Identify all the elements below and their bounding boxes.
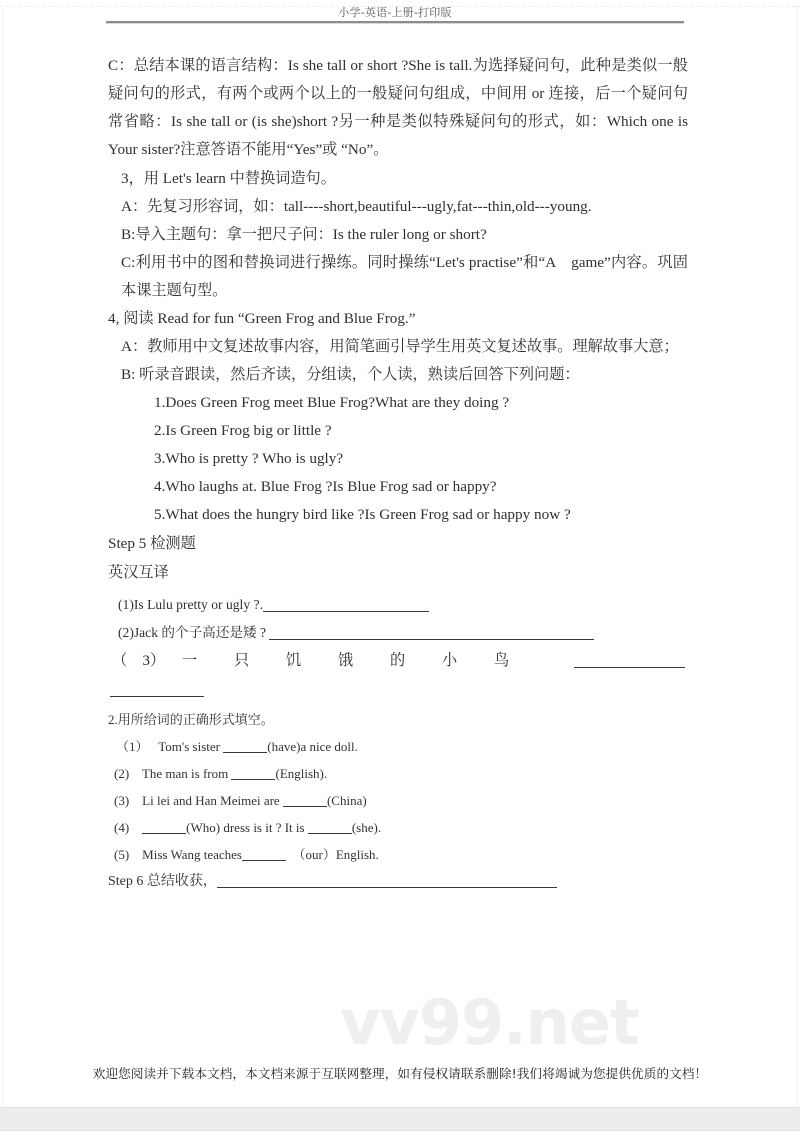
fill-item-after: (have)a nice doll. bbox=[267, 739, 358, 754]
step-5-title: Step 5 检测题 bbox=[108, 535, 196, 552]
answer-blank[interactable] bbox=[269, 626, 594, 640]
running-header-title: 小学-英语-上册-打印版 bbox=[338, 6, 452, 19]
page-footer: 欢迎您阅读并下载本文档，本文档来源于互联网整理，如有侵权请联系删除!我们将竭诚为您提供优质的文档！ bbox=[92, 1066, 708, 1081]
item-3-b: B:导入主题句：拿一把尺子问：Is the ruler long or short? bbox=[121, 226, 487, 243]
cn-char: 鸟 bbox=[494, 652, 510, 669]
step-5-subtitle: 英汉互译 bbox=[108, 564, 169, 581]
fill-item-number: （1） bbox=[116, 739, 149, 754]
item-3-title: 3，用 Let's learn 中替换词造句。 bbox=[121, 170, 336, 187]
reading-question: 4.Who laughs at. Blue Frog ?Is Blue Frog sad or happy? bbox=[154, 478, 497, 495]
cn-char: 饿 bbox=[338, 652, 354, 669]
translate-item-2 bbox=[108, 619, 688, 647]
translate-item-3-continued bbox=[108, 675, 688, 704]
step-5b-title: 2.用所给词的正确形式填空。 bbox=[108, 712, 274, 727]
fill-item-before: The man is from bbox=[141, 766, 232, 781]
page-edge-right bbox=[797, 6, 798, 1107]
fill-item-number: (2) bbox=[114, 766, 130, 781]
fill-item-number: (4) bbox=[114, 820, 130, 835]
fill-item bbox=[108, 733, 688, 760]
item-3-c: C:利用书中的图和替换词进行操练。同时操练“Let's practise”和“A game”内容。巩固本课主题句型。 bbox=[121, 254, 688, 299]
fill-item-before: Li lei and Han Meimei are bbox=[142, 793, 283, 808]
cn-char: 只 bbox=[234, 652, 250, 669]
step-6-row bbox=[108, 868, 688, 895]
answer-blank[interactable] bbox=[142, 822, 186, 834]
answer-blank[interactable] bbox=[231, 768, 275, 780]
fill-item-before: Tom's sister bbox=[158, 739, 224, 754]
item-4-a: A：教师用中文复述故事内容，用简笔画引导学生用英文复述故事。理解故事大意； bbox=[121, 338, 679, 355]
translate-item-3 bbox=[108, 646, 688, 675]
item-3-a: A：先复习形容词，如：tall----short,beautiful---ugly,fat---thin,old---young. bbox=[121, 198, 592, 215]
page-bottom-band bbox=[0, 1107, 800, 1131]
item-4-title: 4, 阅读 Read for fun “Green Frog and Blue Frog.” bbox=[108, 310, 416, 327]
cn-char: 饥 bbox=[286, 652, 302, 669]
fill-item-number: (5) bbox=[114, 847, 130, 862]
item-4-b: B: 听录音跟读，然后齐读，分组读，个人读，熟读后回答下列问题： bbox=[121, 366, 580, 383]
reading-question: 2.Is Green Frog big or little ? bbox=[154, 422, 332, 439]
answer-blank[interactable] bbox=[217, 874, 557, 888]
reading-question: 1.Does Green Frog meet Blue Frog?What are they doing ? bbox=[154, 394, 510, 411]
answer-blank[interactable] bbox=[574, 654, 685, 668]
running-header bbox=[106, 6, 684, 23]
fill-item bbox=[108, 841, 688, 868]
cn-char: 的 bbox=[390, 652, 406, 669]
fill-item-after: (English). bbox=[275, 766, 328, 781]
header-rule bbox=[106, 21, 684, 23]
site-watermark: vv99.net bbox=[340, 986, 639, 1059]
fill-item-after: (China) bbox=[326, 793, 367, 808]
answer-blank[interactable] bbox=[283, 795, 327, 807]
reading-question: 3.Who is pretty ? Who is ugly? bbox=[154, 450, 344, 467]
step-6-label: Step 6 总结收获， bbox=[108, 874, 217, 889]
document-body bbox=[108, 52, 688, 895]
page-edge-left bbox=[2, 6, 3, 1107]
translate-item-1 bbox=[108, 591, 688, 619]
translate-item-3-label: （ 3） bbox=[112, 652, 166, 669]
fill-item bbox=[108, 787, 688, 814]
answer-blank[interactable] bbox=[308, 822, 352, 834]
fill-item-before: Miss Wang teaches bbox=[142, 847, 242, 862]
answer-blank[interactable] bbox=[263, 598, 429, 612]
cn-char: 一 bbox=[182, 652, 198, 669]
reading-question: 5.What does the hungry bird like ?Is Green Frog sad or happy now ? bbox=[154, 506, 571, 523]
translate-item-2-text: (2)Jack 的个子高还是矮 ? bbox=[118, 624, 266, 640]
answer-blank[interactable] bbox=[242, 849, 286, 861]
cn-char: 小 bbox=[442, 652, 458, 669]
answer-blank[interactable] bbox=[223, 741, 267, 753]
fill-item bbox=[108, 760, 688, 787]
answer-blank[interactable] bbox=[110, 683, 204, 697]
fill-item-number: (3) bbox=[114, 793, 130, 808]
translate-item-1-text: (1)Is Lulu pretty or ugly ?. bbox=[118, 597, 263, 612]
fill-item-after: (Who) dress is it ? It is bbox=[186, 820, 308, 835]
paragraph-c-summary: C：总结本课的语言结构：Is she tall or short ?She is tall.为选择疑问句，此种是类似一般疑问句的形式，有两个或两个以上的一般疑问句组成，中间用 or 连接，后一个疑问句常省略：Is she tall or (is she)short ?另一种是类似特殊疑问句的形式，如：Which one is Your sister?注意答语不能用“Yes”或 “No”。 bbox=[108, 57, 688, 158]
fill-item-tail: (she). bbox=[351, 820, 382, 835]
fill-item bbox=[108, 814, 688, 841]
fill-item-after: （our）English. bbox=[292, 847, 379, 862]
